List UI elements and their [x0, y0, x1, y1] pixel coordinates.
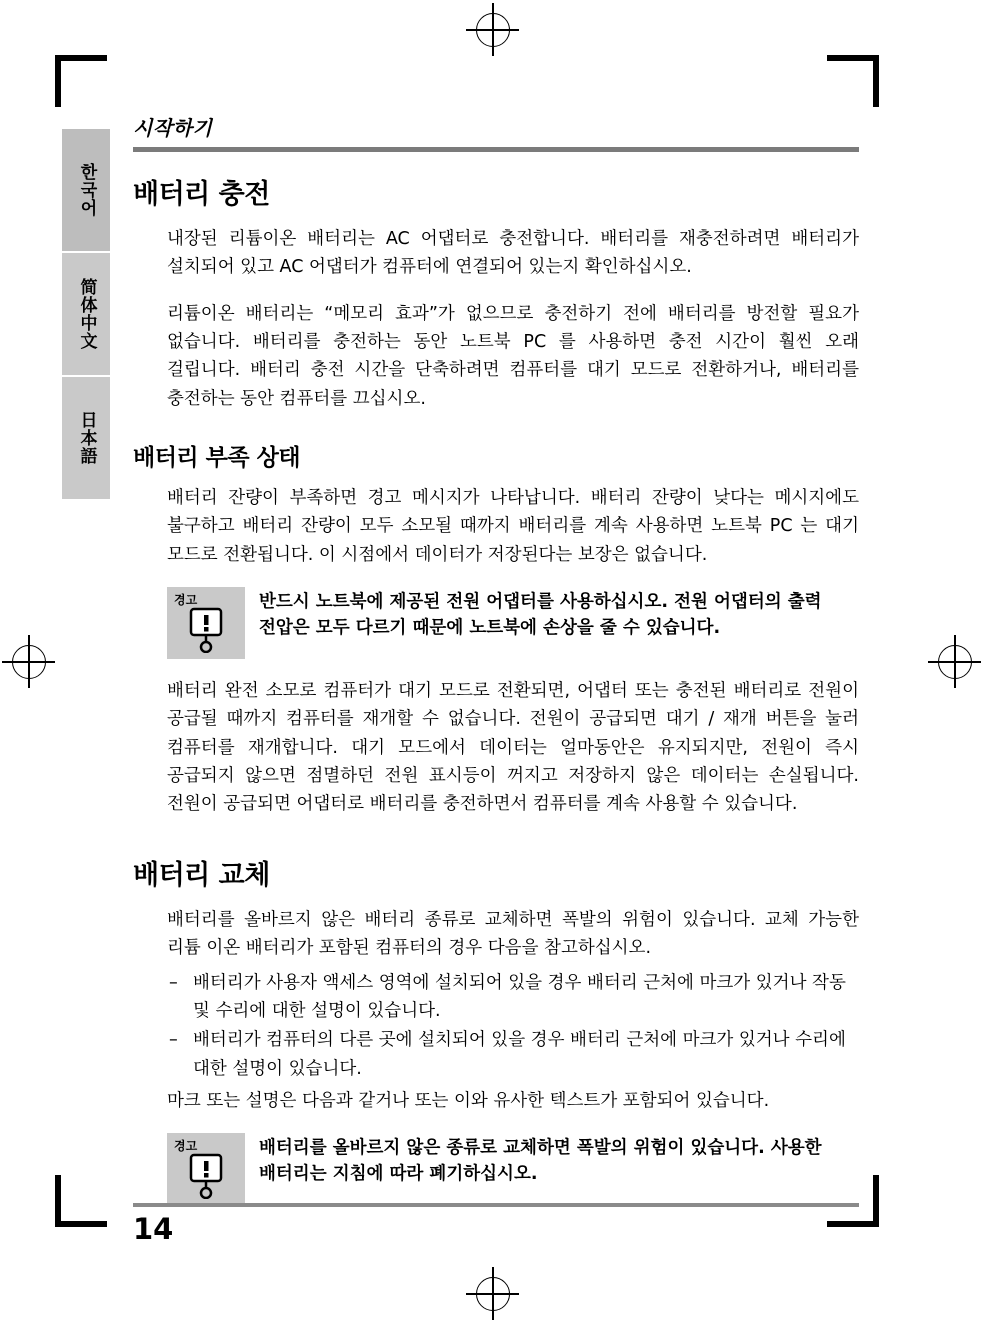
list-item — [167, 1026, 859, 1083]
exclamation-hand-icon — [184, 1153, 228, 1199]
language-tab-strip — [62, 129, 110, 501]
sidebar-tab-japanese-label: 日本語 — [76, 411, 97, 465]
list-item — [167, 969, 859, 1026]
registration-mark-top — [476, 13, 510, 47]
page-content — [133, 112, 859, 1223]
paragraph-replace-1: 배터리를 올바르지 않은 배터리 종류로 교체하면 폭발의 위험이 있습니다. 교체 가능한 리튬 이온 배터리가 포함된 컴퓨터의 경우 다음을 참고하십시오. — [167, 909, 859, 959]
paragraph-charge-2: 리튬이온 배터리는 “메모리 효과”가 없으므로 충전하기 전에 배터리를 방전할 필요가 없습니다. 배터리를 충전하는 동안 노트북 PC 를 사용하면 충전 시간이 훨씬 오래 걸립니다. 배터리 충전 시간을 단축하려면 컴퓨터를 대기 모드로 전환하거나, 배터리를 충전하는 동안 컴퓨터를 끄십시오. — [167, 303, 859, 409]
sidebar-tab-japanese[interactable] — [62, 377, 110, 499]
exclamation-hand-icon — [184, 607, 228, 653]
sidebar-tab-korean-label: 한국어 — [76, 163, 97, 217]
section-heading-battery-charge: 배터리 충전 — [133, 179, 270, 210]
paragraph-charge-1: 내장된 리튬이온 배터리는 AC 어댑터로 충전합니다. 배터리를 재충전하려면 배터리가 설치되어 있고 AC 어댑터가 컴퓨터에 연결되어 있는지 확인하십시오. — [167, 229, 859, 278]
replace-bullet-list — [133, 969, 859, 1083]
section-heading-battery-replace: 배터리 교체 — [133, 859, 270, 891]
warning-text-replace: 배터리를 올바르지 않은 종류로 교체하면 폭발의 위험이 있습니다. 사용한 배터리는 지침에 따라 폐기하십시오. — [259, 1138, 822, 1185]
sidebar-tab-simplified-chinese[interactable] — [62, 253, 110, 375]
running-head: 시작하기 — [133, 116, 213, 140]
warning-icon-label: 경고 — [174, 1139, 198, 1154]
paragraph-replace-2: 마크 또는 설명은 다음과 같거나 또는 이와 유사한 텍스트가 포함되어 있습니다. — [167, 1090, 770, 1111]
list-item-text: 배터리가 사용자 액세스 영역에 설치되어 있을 경우 배터리 근처에 마크가 있거나 작동 및 수리에 대한 설명이 있습니다. — [193, 972, 846, 1021]
paragraph-low-2: 배터리 완전 소모로 컴퓨터가 대기 모드로 전환되면, 어댑터 또는 충전된 배터리로 전원이 공급될 때까지 컴퓨터를 재개할 수 없습니다. 전원이 공급되면 대기 / 재개 버튼을 눌러 컴퓨터를 재개합니다. 대기 모드에서 데이터는 얼마동안은 유지되지만, 전원이 즉시 공급되지 않으면 점멸하던 전원 표시등이 꺼지고 저장하지 않은 데이터는 손실됩니다. 전원이 공급되면 어댑터로 배터리를 충전하면서 컴퓨터를 계속 사용할 수 있습니다. — [167, 681, 859, 815]
dash-bullet-icon: – — [169, 972, 178, 993]
registration-mark-right — [938, 645, 972, 679]
list-item-text: 배터리가 컴퓨터의 다른 곳에 설치되어 있을 경우 배터리 근처에 마크가 있거나 수리에 대한 설명이 있습니다. — [193, 1030, 846, 1079]
page-number: 14 — [133, 1212, 174, 1246]
registration-mark-left — [12, 645, 46, 679]
sidebar-tab-simplified-chinese-label: 简体中文 — [76, 278, 97, 350]
warning-icon-label: 경고 — [174, 593, 198, 608]
registration-mark-bottom — [476, 1277, 510, 1311]
footer-rule — [133, 1203, 859, 1207]
sidebar-tab-korean[interactable] — [62, 129, 110, 251]
dash-bullet-icon: – — [169, 1030, 178, 1051]
warning-box-adapter — [133, 587, 859, 659]
warning-icon — [167, 587, 245, 659]
header-rule — [133, 147, 859, 152]
paragraph-low-1: 배터리 잔량이 부족하면 경고 메시지가 나타납니다. 배터리 잔량이 낮다는 메시지에도 불구하고 배터리 잔량이 모두 소모될 때까지 배터리를 계속 사용하면 노트북 PC 는 대기 모드로 전환됩니다. 이 시점에서 데이터가 저장된다는 보장은 없습니다. — [167, 488, 859, 565]
section-heading-low-battery: 배터리 부족 상태 — [133, 445, 301, 472]
warning-text-adapter: 반드시 노트북에 제공된 전원 어댑터를 사용하십시오. 전원 어댑터의 출력 전압은 모두 다르기 때문에 노트북에 손상을 줄 수 있습니다. — [259, 592, 822, 639]
warning-box-replace — [133, 1133, 859, 1205]
warning-icon — [167, 1133, 245, 1205]
